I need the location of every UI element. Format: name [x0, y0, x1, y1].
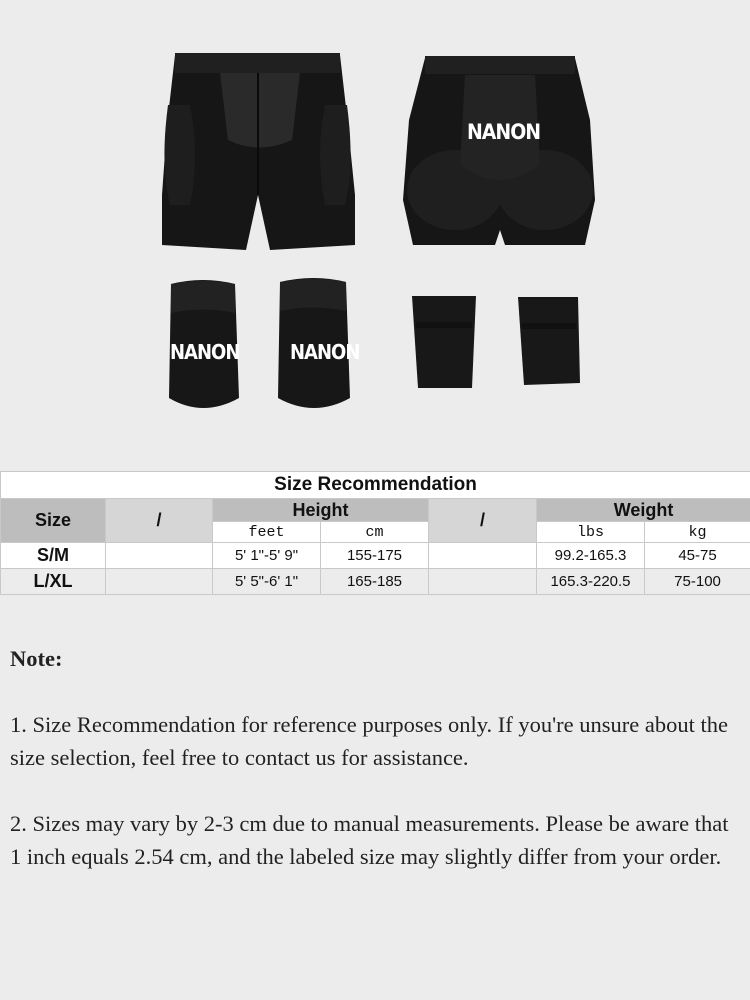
shorts-front-image [150, 45, 365, 255]
product-image [0, 0, 750, 470]
size-cell: S/M [1, 543, 106, 569]
kg-cell: 75-100 [645, 569, 750, 595]
blank-cell [429, 543, 537, 569]
notes-section [10, 642, 745, 906]
kg-subheader: kg [645, 522, 750, 543]
table-row [1, 543, 750, 569]
notes-heading: Note: [10, 646, 63, 671]
knee-pad-back-left-image [408, 292, 480, 392]
note-item-2: 2. Sizes may vary by 2-3 cm due to manual measurements. Please be aware that 1 inch equals 2.54 cm, and the labeled size may slightly differ from your order. [10, 811, 729, 869]
blank-cell [106, 569, 213, 595]
cm-subheader: cm [321, 522, 429, 543]
blank-cell [106, 543, 213, 569]
feet-cell: 5' 5"-6' 1" [213, 569, 321, 595]
knee-pad-back-right-image [512, 293, 584, 388]
lbs-cell: 99.2-165.3 [537, 543, 645, 569]
cm-cell: 155-175 [321, 543, 429, 569]
table-title: Size Recommendation [1, 472, 750, 499]
divider-header-2: / [429, 499, 537, 543]
lbs-subheader: lbs [537, 522, 645, 543]
height-header: Height [213, 499, 429, 522]
cm-cell: 165-185 [321, 569, 429, 595]
blank-cell [429, 569, 537, 595]
knee-pad-right-brand-logo: NANON [290, 340, 360, 364]
note-item-1: 1. Size Recommendation for reference purposes only. If you're unsure about the size selection, feel free to contact us for assistance. [10, 712, 728, 770]
knee-pad-left-brand-logo: NANON [170, 340, 240, 364]
kg-cell: 45-75 [645, 543, 750, 569]
weight-header: Weight [537, 499, 750, 522]
table-row [1, 569, 750, 595]
size-header: Size [1, 499, 106, 543]
shorts-back-brand-logo: NANON [467, 120, 541, 144]
lbs-cell: 165.3-220.5 [537, 569, 645, 595]
shorts-back-image [395, 50, 605, 250]
divider-header-1: / [106, 499, 213, 543]
size-recommendation-table [0, 471, 750, 595]
size-cell: L/XL [1, 569, 106, 595]
feet-subheader: feet [213, 522, 321, 543]
feet-cell: 5' 1"-5' 9" [213, 543, 321, 569]
